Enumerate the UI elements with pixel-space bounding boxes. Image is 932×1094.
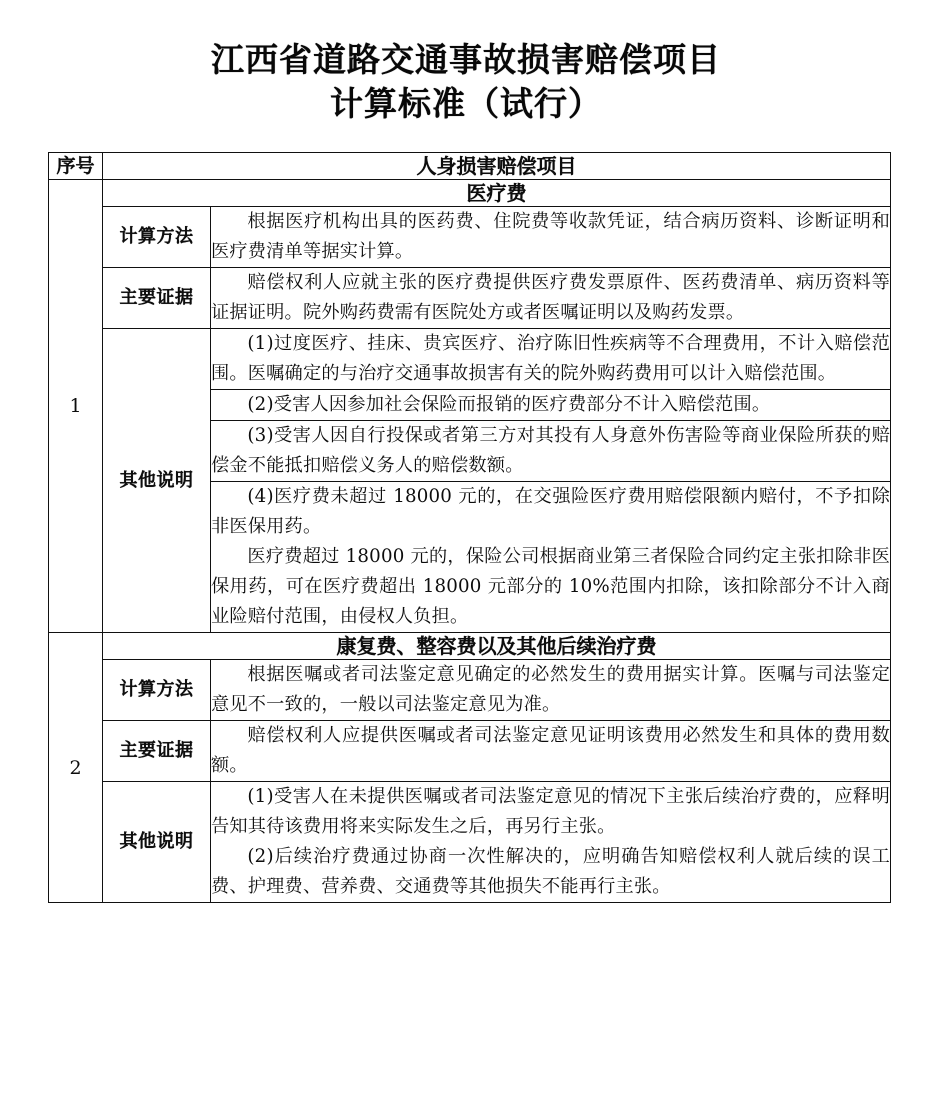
section-1-note-4 xyxy=(211,482,890,633)
paragraph: 医疗费超过 18000 元的，保险公司根据商业第三者保险合同约定主张扣除非医保用药，可在医疗费超出 18000 元部分的 10%范围内扣除，该扣除部分不计入商业险赔付范围，由侵权人负担。 xyxy=(211,546,890,627)
paragraph: (1)过度医疗、挂床、贵宾医疗、治疗陈旧性疾病等不合理费用，不计入赔偿范围。医嘱确定的与治疗交通事故损害有关的院外购药费用可以计入赔偿范围。 xyxy=(211,333,890,384)
section-2-evidence-content xyxy=(211,721,891,782)
section-2-evidence-label: 主要证据 xyxy=(103,721,211,782)
paragraph: (4)医疗费未超过 18000 元的，在交强险医疗费用赔偿限额内赔付，不予扣除非医保用药。 xyxy=(211,486,890,537)
section-1-note-2 xyxy=(211,390,890,421)
paragraph: 根据医疗机构出具的医药费、住院费等收款凭证，结合病历资料、诊断证明和医疗费清单等据实计算。 xyxy=(211,211,890,262)
note-item xyxy=(211,390,890,421)
section-1-method-content xyxy=(211,207,891,268)
section-1-evidence-row xyxy=(49,268,891,329)
section-2-title-row xyxy=(49,633,891,660)
header-cell-main: 人身损害赔偿项目 xyxy=(103,153,891,180)
paragraph: 赔偿权利人应提供医嘱或者司法鉴定意见证明该费用必然发生和具体的费用数额。 xyxy=(211,725,890,776)
section-2-notes-row xyxy=(49,782,891,903)
paragraph: 赔偿权利人应就主张的医疗费提供医疗费发票原件、医药费清单、病历资料等证据证明。院外购药费需有医院处方或者医嘱证明以及购药发票。 xyxy=(211,272,890,323)
section-1-notes-label: 其他说明 xyxy=(103,329,211,633)
section-1-notes-row xyxy=(49,329,891,633)
compensation-standards-table-wrapper xyxy=(48,152,890,903)
section-2-number: 2 xyxy=(49,633,103,903)
section-2-title: 康复费、整容费以及其他后续治疗费 xyxy=(103,633,891,660)
section-1-evidence-content xyxy=(211,268,891,329)
note-item xyxy=(211,329,890,390)
section-1-method-label: 计算方法 xyxy=(103,207,211,268)
section-2-method-row xyxy=(49,660,891,721)
section-1-title: 医疗费 xyxy=(103,180,891,207)
note-item xyxy=(211,421,890,482)
paragraph: (3)受害人因自行投保或者第三方对其投有人身意外伤害险等商业保险所获的赔偿金不能抵扣赔偿义务人的赔偿数额。 xyxy=(211,425,890,476)
section-1-notes-content xyxy=(211,329,891,633)
section-2-evidence-row xyxy=(49,721,891,782)
section-1-note-1 xyxy=(211,329,890,390)
section-1-evidence-label: 主要证据 xyxy=(103,268,211,329)
section-1-method-row xyxy=(49,207,891,268)
section-2-notes-content xyxy=(211,782,891,903)
note-item xyxy=(211,482,890,633)
paragraph: (2)后续治疗费通过协商一次性解决的，应明确告知赔偿权利人就后续的误工费、护理费、营养费、交通费等其他损失不能再行主张。 xyxy=(211,846,890,897)
header-cell-no: 序号 xyxy=(49,153,103,180)
section-1-notes-list xyxy=(211,329,890,632)
section-1-note-3 xyxy=(211,421,890,482)
compensation-standards-table xyxy=(48,152,891,903)
title-line-1: 江西省道路交通事故损害赔偿项目 xyxy=(211,40,721,79)
paragraph: (1)受害人在未提供医嘱或者司法鉴定意见的情况下主张后续治疗费的，应释明告知其待该费用将来实际发生之后，再另行主张。 xyxy=(211,786,890,837)
title-line-2: 计算标准（试行） xyxy=(330,84,602,123)
section-2-method-label: 计算方法 xyxy=(103,660,211,721)
section-1-title-row xyxy=(49,180,891,207)
paragraph: (2)受害人因参加社会保险而报销的医疗费部分不计入赔偿范围。 xyxy=(247,394,771,415)
section-2-method-content xyxy=(211,660,891,721)
page-title xyxy=(0,0,932,134)
section-2-notes-label: 其他说明 xyxy=(103,782,211,903)
paragraph: 根据医嘱或者司法鉴定意见确定的必然发生的费用据实计算。医嘱与司法鉴定意见不一致的，一般以司法鉴定意见为准。 xyxy=(211,664,890,715)
table-header-row xyxy=(49,153,891,180)
section-1-number: 1 xyxy=(49,180,103,633)
